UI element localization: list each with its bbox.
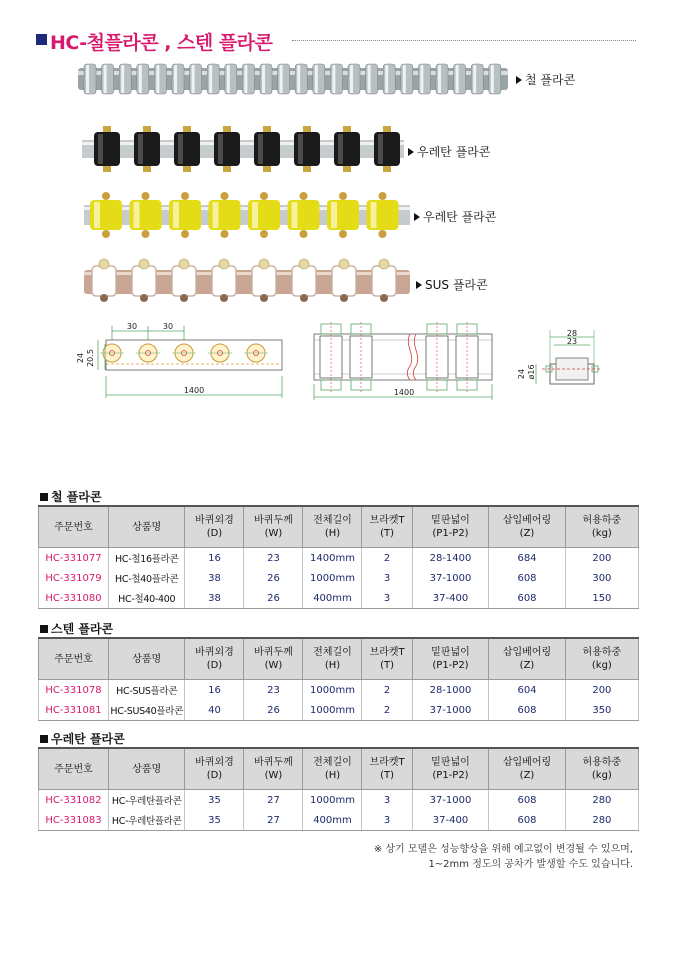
spec-table-urethane xyxy=(38,747,639,831)
cell-wheel-width: 23 xyxy=(244,680,303,701)
table-row xyxy=(39,568,639,588)
photo-sus-placon xyxy=(84,258,410,304)
cell-bracket-t: 3 xyxy=(362,568,412,588)
cell-order-no: HC-331078 xyxy=(39,680,109,701)
arrow-right-icon xyxy=(414,213,420,221)
header-row xyxy=(39,638,639,680)
col-header-sublabel: (kg) xyxy=(591,660,612,671)
header-row xyxy=(39,506,639,548)
table-header xyxy=(39,506,639,548)
col-header-sublabel: (H) xyxy=(324,770,341,781)
cell-bracket-t: 2 xyxy=(362,548,412,569)
cell-total-length: 400mm xyxy=(303,588,362,609)
col-header-label: 브라켓T xyxy=(369,647,405,658)
photo-steel-image xyxy=(78,62,508,96)
cell-load: 280 xyxy=(565,790,638,811)
col-header-label: 주문번호 xyxy=(54,763,93,775)
section-square-icon xyxy=(40,735,48,743)
col-header-label: 허용하중 xyxy=(582,647,622,658)
col-header-label: 바퀴두께 xyxy=(254,757,293,768)
table-row xyxy=(39,588,639,609)
col-header-product-name xyxy=(108,638,185,680)
cell-base-width: 37-400 xyxy=(412,810,489,831)
cell-base-width: 28-1000 xyxy=(412,680,489,701)
photo-sus-image xyxy=(84,258,410,304)
cell-base-width: 37-1000 xyxy=(412,568,489,588)
cell-wheel-width: 26 xyxy=(244,568,303,588)
col-header-sublabel: (Z) xyxy=(519,528,535,539)
cell-load: 200 xyxy=(565,680,638,701)
note-line-2: 1~2mm 정도의 공차가 발생할 수도 있습니다. xyxy=(428,859,633,870)
col-header-label: 브라켓T xyxy=(369,757,405,768)
col-header-wheel-width xyxy=(244,748,303,790)
cell-wheel-diameter: 35 xyxy=(185,810,244,831)
table-row xyxy=(39,810,639,831)
col-header-sublabel: (kg) xyxy=(591,770,612,781)
drawing-cross-section xyxy=(512,326,602,394)
cell-wheel-width: 27 xyxy=(244,790,303,811)
table-header xyxy=(39,638,639,680)
cell-load: 350 xyxy=(565,700,638,721)
col-header-product-name xyxy=(108,748,185,790)
photo-label-sus: SUS 플라콘 xyxy=(416,276,488,293)
col-header-sublabel: (T) xyxy=(380,528,395,539)
page-header xyxy=(36,28,636,52)
cell-total-length: 1000mm xyxy=(303,700,362,721)
dim-pitch-1: 30 xyxy=(126,322,138,331)
photo-urethane-yellow-image xyxy=(84,192,410,238)
dim-pitch-2: 30 xyxy=(162,322,174,331)
disclaimer-note xyxy=(374,842,633,872)
cell-base-width: 37-1000 xyxy=(412,700,489,721)
cell-product-name: HC-SUS플라콘 xyxy=(108,680,185,701)
cell-total-length: 1000mm xyxy=(303,680,362,701)
cell-wheel-diameter: 16 xyxy=(185,548,244,569)
col-header-bearing xyxy=(489,638,566,680)
col-header-wheel-diameter xyxy=(185,506,244,548)
cell-wheel-diameter: 40 xyxy=(185,700,244,721)
cell-total-length: 1000mm xyxy=(303,790,362,811)
col-header-bracket-t xyxy=(362,748,412,790)
col-header-sublabel: (D) xyxy=(206,660,223,671)
col-header-product-name xyxy=(108,506,185,548)
drawing-cross-section-svg xyxy=(512,326,602,390)
dim-length-2: 1400 xyxy=(393,388,415,397)
arrow-right-icon xyxy=(516,76,522,84)
col-header-label: 허용하중 xyxy=(582,515,622,526)
col-header-wheel-diameter xyxy=(185,748,244,790)
col-header-label: 밑판넓이 xyxy=(431,515,470,526)
col-header-label: 상품명 xyxy=(132,521,162,533)
col-header-wheel-diameter xyxy=(185,638,244,680)
col-header-order-no xyxy=(39,638,109,680)
col-header-base-width xyxy=(412,638,489,680)
col-header-label: 바퀴외경 xyxy=(195,515,234,526)
col-header-label: 주문번호 xyxy=(54,521,93,533)
col-header-sublabel: (W) xyxy=(264,660,283,671)
spec-table-stainless xyxy=(38,637,639,721)
cell-bearing: 608 xyxy=(489,790,566,811)
cell-bearing: 608 xyxy=(489,700,566,721)
col-header-label: 삽입베어링 xyxy=(502,515,552,526)
cell-base-width: 28-1400 xyxy=(412,548,489,569)
dim-width-2: 23 xyxy=(566,337,578,346)
arrow-right-icon xyxy=(416,281,422,289)
drawing-top-view xyxy=(306,320,496,408)
col-header-label: 상품명 xyxy=(132,763,162,775)
col-header-sublabel: (T) xyxy=(380,660,395,671)
cell-load: 150 xyxy=(565,588,638,609)
cell-product-name: HC-SUS40플라콘 xyxy=(108,700,185,721)
table-body xyxy=(39,790,639,831)
cell-bearing: 684 xyxy=(489,548,566,569)
cell-bracket-t: 3 xyxy=(362,588,412,609)
drawing-side-view-svg xyxy=(72,318,292,402)
col-header-sublabel: (Z) xyxy=(519,770,535,781)
cell-product-name: HC-우레탄플라콘 xyxy=(108,810,185,831)
col-header-label: 주문번호 xyxy=(54,653,93,665)
dim-length-1: 1400 xyxy=(183,386,205,395)
col-header-label: 삽입베어링 xyxy=(502,647,552,658)
cell-order-no: HC-331080 xyxy=(39,588,109,609)
col-header-sublabel: (D) xyxy=(206,770,223,781)
dim-diameter: ø16 xyxy=(527,364,536,380)
section-title-stainless: 스텐 플라콘 xyxy=(40,620,113,637)
col-header-bearing xyxy=(489,748,566,790)
photo-label-urethane-1: 우레탄 플라콘 xyxy=(408,143,490,160)
dim-width-1: 28 xyxy=(566,329,578,338)
cell-order-no: HC-331082 xyxy=(39,790,109,811)
col-header-label: 바퀴두께 xyxy=(254,647,293,658)
cell-wheel-width: 26 xyxy=(244,700,303,721)
col-header-total-length xyxy=(303,638,362,680)
cell-order-no: HC-331083 xyxy=(39,810,109,831)
cell-product-name: HC-철16플라콘 xyxy=(108,548,185,569)
cell-bearing: 608 xyxy=(489,810,566,831)
col-header-total-length xyxy=(303,748,362,790)
cell-wheel-diameter: 16 xyxy=(185,680,244,701)
header-divider xyxy=(292,40,636,41)
cell-load: 300 xyxy=(565,568,638,588)
col-header-sublabel: (kg) xyxy=(591,528,612,539)
table-body xyxy=(39,680,639,721)
cell-bracket-t: 3 xyxy=(362,810,412,831)
section-square-icon xyxy=(40,625,48,633)
col-header-load xyxy=(565,638,638,680)
col-header-total-length xyxy=(303,506,362,548)
cell-bracket-t: 2 xyxy=(362,700,412,721)
col-header-order-no xyxy=(39,506,109,548)
col-header-label: 삽입베어링 xyxy=(502,757,552,768)
spec-table-steel xyxy=(38,505,639,609)
col-header-label: 상품명 xyxy=(132,653,162,665)
col-header-bearing xyxy=(489,506,566,548)
col-header-sublabel: (P1-P2) xyxy=(432,528,469,539)
cell-wheel-diameter: 38 xyxy=(185,568,244,588)
photo-steel-placon xyxy=(78,62,508,96)
col-header-bracket-t xyxy=(362,506,412,548)
cell-product-name: HC-철40플라콘 xyxy=(108,568,185,588)
section-square-icon xyxy=(40,493,48,501)
cell-total-length: 400mm xyxy=(303,810,362,831)
dim-height-1: 24 xyxy=(76,352,85,364)
col-header-sublabel: (H) xyxy=(324,660,341,671)
cell-bearing: 604 xyxy=(489,680,566,701)
dim-height-2: 20.5 xyxy=(86,349,95,367)
col-header-label: 바퀴외경 xyxy=(195,647,234,658)
drawing-side-view xyxy=(72,318,292,406)
arrow-right-icon xyxy=(408,148,414,156)
cell-base-width: 37-1000 xyxy=(412,790,489,811)
col-header-bracket-t xyxy=(362,638,412,680)
col-header-label: 밑판넓이 xyxy=(431,757,470,768)
table-row xyxy=(39,700,639,721)
col-header-label: 전체길이 xyxy=(313,647,352,658)
col-header-sublabel: (W) xyxy=(264,528,283,539)
cell-product-name: HC-우레탄플라콘 xyxy=(108,790,185,811)
table-header xyxy=(39,748,639,790)
col-header-label: 바퀴외경 xyxy=(195,757,234,768)
dim-cross-height: 24 xyxy=(517,368,526,380)
cell-order-no: HC-331077 xyxy=(39,548,109,569)
col-header-load xyxy=(565,506,638,548)
col-header-wheel-width xyxy=(244,506,303,548)
cell-bearing: 608 xyxy=(489,568,566,588)
col-header-sublabel: (P1-P2) xyxy=(432,770,469,781)
cell-bracket-t: 3 xyxy=(362,790,412,811)
cell-product-name: HC-철40-400 xyxy=(108,588,185,609)
page-title: HC-철플라콘 , 스텐 플라콘 xyxy=(50,32,273,54)
header-square-icon xyxy=(36,34,47,45)
cell-wheel-width: 23 xyxy=(244,548,303,569)
cell-bracket-t: 2 xyxy=(362,680,412,701)
col-header-base-width xyxy=(412,506,489,548)
cell-total-length: 1400mm xyxy=(303,548,362,569)
header-row xyxy=(39,748,639,790)
cell-base-width: 37-400 xyxy=(412,588,489,609)
table-body xyxy=(39,548,639,609)
col-header-base-width xyxy=(412,748,489,790)
cell-wheel-diameter: 35 xyxy=(185,790,244,811)
note-line-1: ※ 상기 모델은 성능향상을 위해 예고없이 변경될 수 있으며, xyxy=(373,844,633,855)
col-header-sublabel: (T) xyxy=(380,770,395,781)
col-header-sublabel: (Z) xyxy=(519,660,535,671)
cell-load: 280 xyxy=(565,810,638,831)
col-header-label: 브라켓T xyxy=(369,515,405,526)
col-header-sublabel: (D) xyxy=(206,528,223,539)
col-header-label: 허용하중 xyxy=(582,757,622,768)
photo-urethane-black xyxy=(82,126,404,172)
section-title-urethane: 우레탄 플라콘 xyxy=(40,730,125,747)
cell-wheel-diameter: 38 xyxy=(185,588,244,609)
photo-label-urethane-2: 우레탄 플라콘 xyxy=(414,208,496,225)
cell-wheel-width: 26 xyxy=(244,588,303,609)
col-header-sublabel: (W) xyxy=(264,770,283,781)
cell-total-length: 1000mm xyxy=(303,568,362,588)
table-row xyxy=(39,790,639,811)
table-row xyxy=(39,548,639,569)
col-header-sublabel: (H) xyxy=(324,528,341,539)
col-header-label: 전체길이 xyxy=(313,515,352,526)
col-header-order-no xyxy=(39,748,109,790)
col-header-label: 바퀴두께 xyxy=(254,515,293,526)
photo-urethane-black-image xyxy=(82,126,404,172)
cell-bearing: 608 xyxy=(489,588,566,609)
col-header-load xyxy=(565,748,638,790)
drawing-top-view-svg xyxy=(306,320,496,404)
cell-order-no: HC-331081 xyxy=(39,700,109,721)
section-title-steel: 철 플라콘 xyxy=(40,488,102,505)
col-header-label: 밑판넓이 xyxy=(431,647,470,658)
photo-label-steel: 철 플라콘 xyxy=(516,71,575,88)
col-header-wheel-width xyxy=(244,638,303,680)
col-header-sublabel: (P1-P2) xyxy=(432,660,469,671)
cell-order-no: HC-331079 xyxy=(39,568,109,588)
photo-urethane-yellow xyxy=(84,192,410,238)
cell-wheel-width: 27 xyxy=(244,810,303,831)
table-row xyxy=(39,680,639,701)
cell-load: 200 xyxy=(565,548,638,569)
col-header-label: 전체길이 xyxy=(313,757,352,768)
